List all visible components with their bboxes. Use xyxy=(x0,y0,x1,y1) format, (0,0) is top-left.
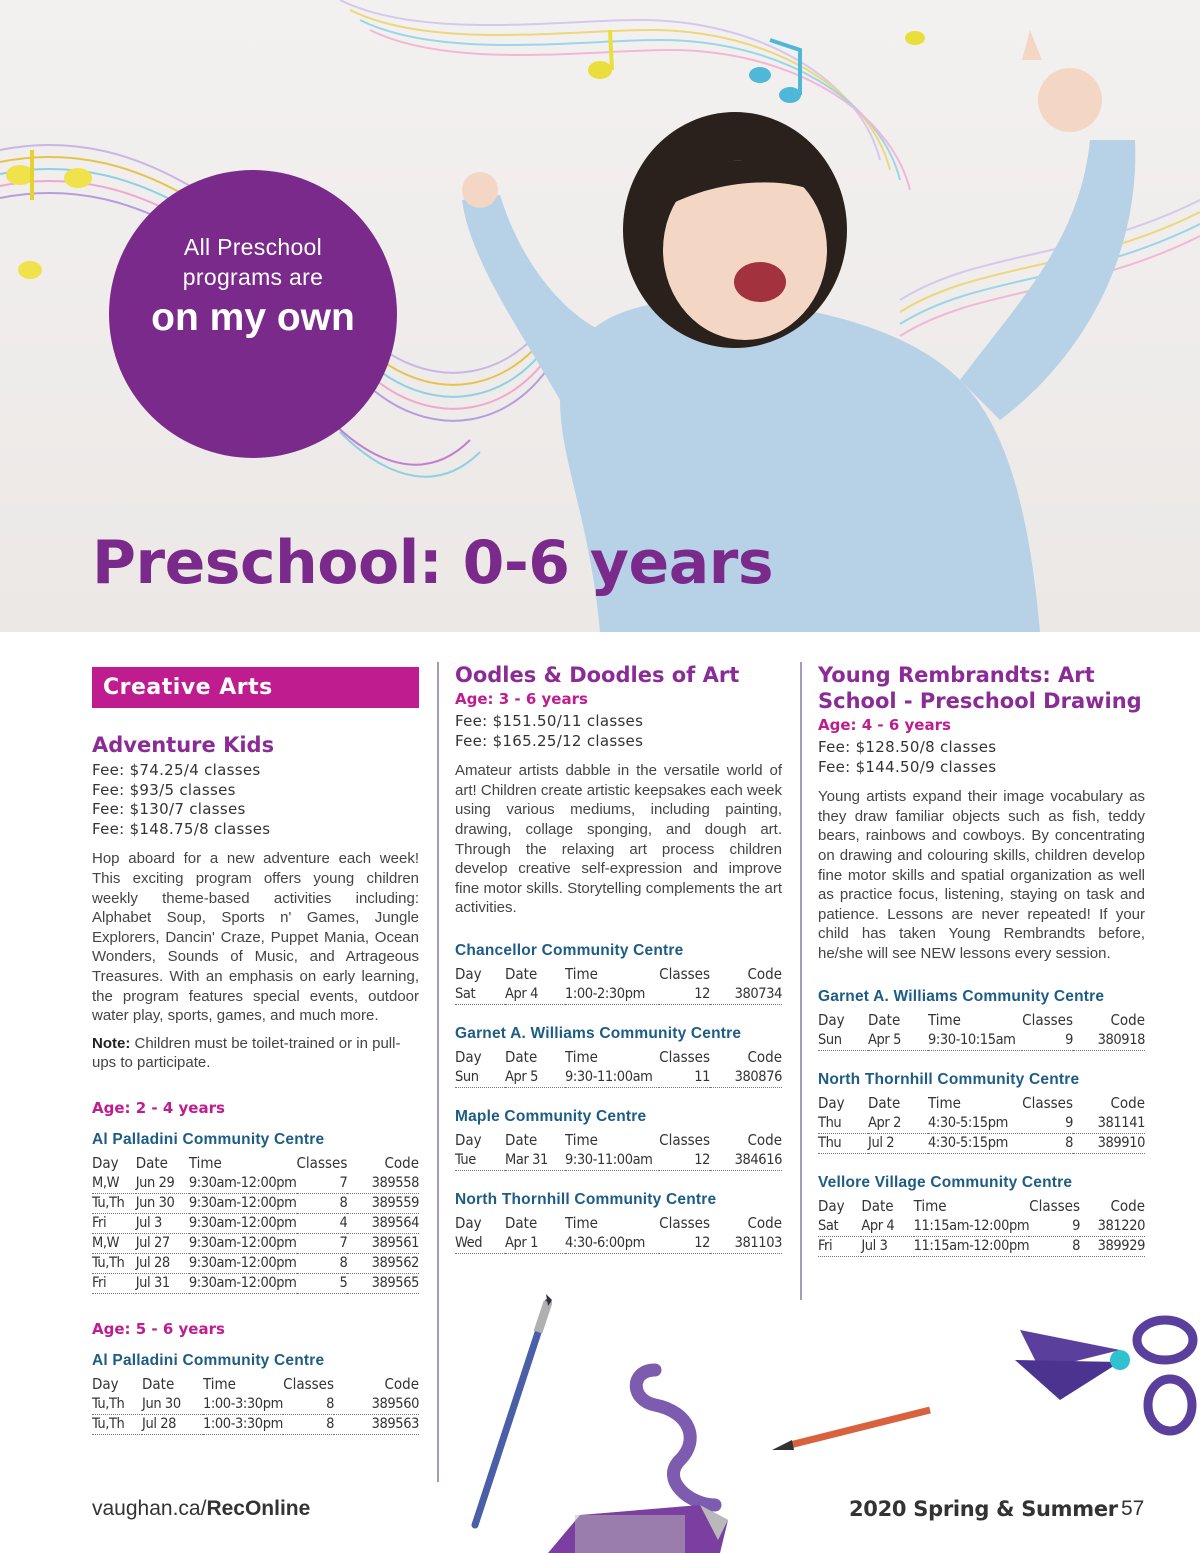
cell-date: Jul 31 xyxy=(136,1273,189,1293)
col-classes: Classes xyxy=(1029,1196,1081,1215)
cell-classes: 9 xyxy=(1022,1031,1073,1051)
pencil-icon xyxy=(772,1410,930,1450)
fee-line: Fee: $93/5 classes xyxy=(92,780,236,799)
col-day: Day xyxy=(818,1093,845,1112)
schedule-table xyxy=(455,1047,782,1088)
col-classes: Classes xyxy=(283,1374,334,1393)
cell-day: Fri xyxy=(818,1236,861,1256)
col-time: Time xyxy=(188,1153,222,1172)
cell-code: 380876 xyxy=(710,1068,782,1088)
col-classes: Classes xyxy=(659,1047,710,1066)
table-row xyxy=(455,1068,782,1088)
cell-code: 389929 xyxy=(1080,1236,1145,1256)
program-note xyxy=(92,1034,419,1073)
col-time: Time xyxy=(565,1213,598,1232)
cell-classes: 8 xyxy=(283,1395,334,1415)
page-number: 57 xyxy=(1121,1497,1145,1520)
venue-name: Garnet A. Williams Community Centre xyxy=(818,987,1105,1005)
footer-url-prefix: vaughan.ca/ xyxy=(92,1497,207,1520)
col-date: Date xyxy=(505,1130,538,1149)
cell-classes: 11 xyxy=(659,1068,710,1088)
cell-date: Apr 2 xyxy=(868,1114,928,1134)
cell-date: Jun 29 xyxy=(136,1174,189,1194)
fee-list xyxy=(818,738,1145,777)
column-oodles xyxy=(455,662,782,1254)
program-description: Amateur artists dabble in the versatile world of art! Children create artistic keepsakes each week using various mediums, including painting, drawing, collage sponging, and dough art. Through the relaxing art process children develop creative self-expression and improve fine motor skills. Storytelling complements the art activities. xyxy=(455,762,782,917)
col-code: Code xyxy=(1110,1196,1145,1215)
cell-day: Tu,Th xyxy=(92,1395,142,1415)
col-date: Date xyxy=(868,1093,901,1112)
cell-date: Apr 5 xyxy=(505,1068,565,1088)
col-date: Date xyxy=(135,1153,168,1172)
cell-time: 9:30-11:00am xyxy=(565,1068,659,1088)
badge-line-3: on my own xyxy=(151,296,355,339)
table-row xyxy=(92,1233,419,1253)
col-time: Time xyxy=(565,964,598,983)
cell-date: Jul 3 xyxy=(861,1236,913,1256)
schedule-rows xyxy=(455,1151,782,1171)
cell-classes: 7 xyxy=(297,1233,348,1253)
cell-day: Thu xyxy=(818,1133,868,1153)
category-banner: Creative Arts xyxy=(92,667,419,708)
cell-day: Sun xyxy=(818,1031,868,1051)
cell-day: Sat xyxy=(455,985,505,1005)
footer-website[interactable] xyxy=(92,1497,310,1521)
fee-line: Fee: $74.25/4 classes xyxy=(92,761,261,779)
cell-date: Apr 1 xyxy=(505,1234,565,1254)
cell-code: 381220 xyxy=(1080,1217,1145,1237)
venue-name: Vellore Village Community Centre xyxy=(818,1173,1073,1191)
cell-code: 380918 xyxy=(1073,1031,1145,1051)
col-classes: Classes xyxy=(1022,1010,1073,1029)
cell-code: 381141 xyxy=(1073,1114,1145,1134)
cell-classes: 8 xyxy=(297,1253,348,1273)
cell-code: 389560 xyxy=(334,1395,419,1415)
schedule-table xyxy=(818,1010,1145,1051)
cell-classes: 8 xyxy=(283,1414,334,1434)
program-title-rembrandts: Young Rembrandts: Art School - Preschool Drawing xyxy=(818,663,1142,713)
table-header-row xyxy=(818,1196,1145,1217)
table-row xyxy=(92,1253,419,1273)
table-header-row xyxy=(455,964,782,985)
table-row xyxy=(455,1151,782,1171)
venue-name: North Thornhill Community Centre xyxy=(818,1070,1080,1088)
cell-time: 9:30am-12:00pm xyxy=(189,1273,297,1293)
program-title-oodles: Oodles & Doodles of Art xyxy=(455,663,740,687)
column-rembrandts xyxy=(818,662,1145,1257)
cell-date: Apr 5 xyxy=(868,1031,928,1051)
schedule-rows xyxy=(455,1234,782,1254)
venue-name: Garnet A. Williams Community Centre xyxy=(455,1024,742,1042)
cell-time: 11:15am-12:00pm xyxy=(914,1236,1030,1256)
age-range-2-4: Age: 2 - 4 years xyxy=(92,1098,225,1117)
cell-time: 9:30am-12:00pm xyxy=(189,1193,297,1213)
cell-code: 389565 xyxy=(347,1273,419,1293)
col-date: Date xyxy=(505,1047,538,1066)
cell-date: Jul 28 xyxy=(142,1414,203,1434)
cell-time: 9:30am-12:00pm xyxy=(189,1213,297,1233)
fee-line: Fee: $144.50/9 classes xyxy=(818,757,997,776)
col-day: Day xyxy=(455,1213,482,1232)
schedule-table xyxy=(92,1153,419,1294)
cell-classes: 12 xyxy=(659,985,710,1005)
col-classes: Classes xyxy=(1022,1093,1073,1112)
cell-date: Jul 3 xyxy=(136,1213,189,1233)
table-header-row xyxy=(92,1153,419,1174)
cell-time: 11:15am-12:00pm xyxy=(914,1217,1030,1237)
fee-line: Fee: $148.75/8 classes xyxy=(92,819,271,838)
col-code: Code xyxy=(1110,1010,1145,1029)
cell-date: Jun 30 xyxy=(136,1193,189,1213)
col-classes: Classes xyxy=(659,1130,710,1149)
col-date: Date xyxy=(142,1374,175,1393)
paintbrush-icon xyxy=(475,1294,552,1525)
table-row xyxy=(818,1133,1145,1153)
note-label: Note: xyxy=(92,1034,131,1052)
table-row xyxy=(818,1114,1145,1134)
col-classes: Classes xyxy=(659,964,710,983)
footer-season: 2020 Spring & Summer xyxy=(849,1497,1118,1521)
cell-code: 389563 xyxy=(334,1414,419,1434)
cell-code: 380734 xyxy=(710,985,782,1005)
cell-time: 4:30-5:15pm xyxy=(928,1133,1022,1153)
cell-date: Jul 2 xyxy=(868,1133,928,1153)
program-description: Hop aboard for a new adventure each week! This exciting program offers young children weekly theme-based activities including: Alphabet Soup, Sports n' Games, Jungle Explorers, Dancin' Craze, Puppet Mania, Ocean Wonders, Sounds of Music, and Artrageous Treasures. With an emphasis on early learning, the program features special events, outdoor water play, sports, games, and much more. xyxy=(92,850,419,1025)
col-date: Date xyxy=(505,1213,538,1232)
cell-date: Apr 4 xyxy=(505,985,565,1005)
col-code: Code xyxy=(384,1374,419,1393)
cell-code: 384616 xyxy=(710,1151,782,1171)
on-my-own-badge xyxy=(109,170,397,458)
schedule-rows xyxy=(92,1174,419,1294)
table-row xyxy=(92,1213,419,1233)
cell-code: 389910 xyxy=(1073,1133,1145,1153)
col-time: Time xyxy=(928,1010,961,1029)
cell-classes: 5 xyxy=(297,1273,348,1293)
cell-day: Wed xyxy=(455,1234,505,1254)
schedule-rows xyxy=(455,985,782,1005)
cell-classes: 12 xyxy=(659,1234,710,1254)
cell-day: Tu,Th xyxy=(92,1193,136,1213)
cell-day: Fri xyxy=(92,1213,136,1233)
schedule-rows xyxy=(818,1114,1145,1154)
venue-name: Chancellor Community Centre xyxy=(455,941,684,959)
program-description: Young artists expand their image vocabulary as they draw familiar objects such as fish, teddy bears, rainbows and cowboys. By concentrating on drawing and colouring skills, children develop fine motor skills and spatial organization as well as practice focus, listening, staying on task and patience. Lessons are never repeated! If your child has taken Young Rembrandts before, he/she will see NEW lessons every session. xyxy=(818,788,1145,962)
table-row xyxy=(92,1193,419,1213)
schedule-table xyxy=(455,964,782,1005)
fee-line: Fee: $165.25/12 classes xyxy=(455,731,644,750)
cell-time: 9:30am-12:00pm xyxy=(189,1174,297,1194)
cell-time: 9:30-11:00am xyxy=(565,1151,659,1171)
paint-tube-icon xyxy=(548,1370,728,1553)
schedule-table xyxy=(818,1093,1145,1154)
schedule-rows xyxy=(455,1068,782,1088)
col-day: Day xyxy=(455,1130,482,1149)
program-title-adventure-kids: Adventure Kids xyxy=(92,733,275,757)
table-row xyxy=(818,1031,1145,1051)
col-code: Code xyxy=(747,1213,782,1232)
fee-list xyxy=(455,712,782,751)
footer-url-bold: RecOnline xyxy=(206,1497,311,1520)
cell-classes: 8 xyxy=(297,1193,348,1213)
scissors-icon xyxy=(1015,1320,1193,1431)
cell-day: Sat xyxy=(818,1217,861,1237)
fee-line: Fee: $130/7 classes xyxy=(92,800,246,819)
table-header-row xyxy=(455,1130,782,1151)
col-time: Time xyxy=(928,1093,961,1112)
cell-date: Jun 30 xyxy=(142,1395,203,1415)
table-header-row xyxy=(455,1213,782,1234)
venue-list xyxy=(818,988,1145,1257)
fee-list xyxy=(92,761,419,839)
venue-name: Maple Community Centre xyxy=(455,1107,647,1125)
cell-classes: 4 xyxy=(297,1213,348,1233)
table-header-row xyxy=(818,1010,1145,1031)
cell-classes: 7 xyxy=(297,1174,348,1194)
table-header-row xyxy=(455,1047,782,1068)
fee-line: Fee: $128.50/8 classes xyxy=(818,738,997,756)
note-text: Children must be toilet-trained or in pull-ups to participate. xyxy=(92,1034,401,1072)
cell-date: Jul 28 xyxy=(136,1253,189,1273)
col-code: Code xyxy=(747,1047,782,1066)
col-day: Day xyxy=(455,1047,482,1066)
cell-time: 9:30am-12:00pm xyxy=(189,1233,297,1253)
cell-day: Tu,Th xyxy=(92,1253,136,1273)
fee-line: Fee: $151.50/11 classes xyxy=(455,712,644,730)
table-row xyxy=(455,985,782,1005)
cell-classes: 8 xyxy=(1022,1133,1073,1153)
schedule-rows xyxy=(818,1031,1145,1051)
col-code: Code xyxy=(747,1130,782,1149)
cell-classes: 12 xyxy=(659,1151,710,1171)
cell-time: 9:30am-12:00pm xyxy=(189,1253,297,1273)
cell-classes: 9 xyxy=(1029,1217,1080,1237)
cell-code: 389561 xyxy=(347,1233,419,1253)
table-header-row xyxy=(818,1093,1145,1114)
col-time: Time xyxy=(913,1196,947,1215)
schedule-table xyxy=(455,1213,782,1254)
hero-photo xyxy=(0,0,1200,632)
col-code: Code xyxy=(747,964,782,983)
col-time: Time xyxy=(203,1374,236,1393)
column-divider-2 xyxy=(800,662,802,1300)
cell-date: Jul 27 xyxy=(136,1233,189,1253)
venue-name: North Thornhill Community Centre xyxy=(455,1190,717,1208)
cell-date: Apr 4 xyxy=(861,1217,913,1237)
cell-code: 389562 xyxy=(347,1253,419,1273)
table-row xyxy=(455,1234,782,1254)
cell-day: Fri xyxy=(92,1273,136,1293)
page-title: Preschool: 0-6 years xyxy=(92,528,774,598)
cell-classes: 8 xyxy=(1029,1236,1080,1256)
cell-code: 381103 xyxy=(710,1234,782,1254)
venue-name: Al Palladini Community Centre xyxy=(92,1130,325,1148)
cell-day: M,W xyxy=(92,1233,136,1253)
cell-time: 1:00-3:30pm xyxy=(203,1414,283,1434)
cell-day: Thu xyxy=(818,1114,868,1134)
cell-code: 389558 xyxy=(347,1174,419,1194)
col-day: Day xyxy=(818,1010,845,1029)
col-day: Day xyxy=(92,1153,119,1172)
cell-time: 4:30-6:00pm xyxy=(565,1234,659,1254)
col-date: Date xyxy=(505,964,538,983)
cell-code: 389559 xyxy=(347,1193,419,1213)
cell-day: M,W xyxy=(92,1174,136,1194)
schedule-rows xyxy=(818,1217,1145,1257)
col-day: Day xyxy=(92,1374,119,1393)
col-day: Day xyxy=(818,1196,845,1215)
schedule-table xyxy=(818,1196,1145,1257)
col-time: Time xyxy=(565,1130,598,1149)
cell-day: Tue xyxy=(455,1151,505,1171)
schedule-table xyxy=(455,1130,782,1171)
cell-day: Sun xyxy=(455,1068,505,1088)
cell-time: 1:00-3:30pm xyxy=(203,1395,283,1415)
venue-list xyxy=(455,942,782,1254)
col-code: Code xyxy=(384,1153,419,1172)
table-row xyxy=(818,1236,1145,1256)
cell-time: 1:00-2:30pm xyxy=(565,985,659,1005)
cell-code: 389564 xyxy=(347,1213,419,1233)
col-date: Date xyxy=(868,1010,901,1029)
cell-day: Tu,Th xyxy=(92,1414,142,1434)
table-row xyxy=(92,1174,419,1194)
col-classes: Classes xyxy=(296,1153,348,1172)
cell-time: 9:30-10:15am xyxy=(928,1031,1022,1051)
col-time: Time xyxy=(565,1047,598,1066)
col-code: Code xyxy=(1110,1093,1145,1112)
table-row xyxy=(818,1217,1145,1237)
cell-date: Mar 31 xyxy=(505,1151,565,1171)
venue-name: Al Palladini Community Centre xyxy=(92,1351,325,1369)
badge-line-2: programs are xyxy=(182,264,324,290)
col-date: Date xyxy=(861,1196,894,1215)
col-day: Day xyxy=(455,964,482,983)
col-classes: Classes xyxy=(659,1213,710,1232)
age-range: Age: 4 - 6 years xyxy=(818,716,951,734)
age-range-5-6: Age: 5 - 6 years xyxy=(92,1319,225,1338)
badge-line-1: All Preschool xyxy=(183,234,323,260)
age-range: Age: 3 - 6 years xyxy=(455,690,588,708)
cell-time: 4:30-5:15pm xyxy=(928,1114,1022,1134)
cell-classes: 9 xyxy=(1022,1114,1073,1134)
